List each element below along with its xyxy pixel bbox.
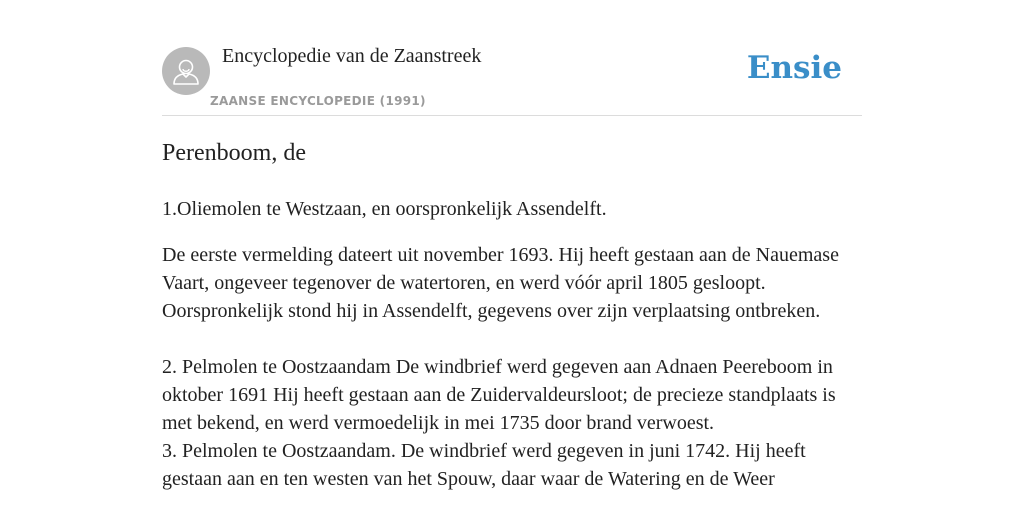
user-silhouette-icon[interactable] [162, 47, 210, 95]
ensie-logo[interactable]: Ensie [746, 50, 842, 86]
entry-paragraph: 3. Pelmolen te Oostzaandam. De windbrief werd gegeven in juni 1742. Hij heeft gestaan aan en ten westen van het Spouw, daar waar de Watering en de Weer [162, 440, 806, 490]
entry-body [162, 195, 862, 493]
entry-paragraph: 2. Pelmolen te Oostzaandam De windbrief werd gegeven aan Adnaen Peereboom in oktober 1691 Hij heeft gestaan aan de Zuidervaldeursloot; de precieze standplaats is met bekend, en werd vermoedelijk in mei 1735 door brand verwoest. [162, 356, 836, 434]
source-header [162, 0, 862, 116]
entry-paragraph: De eerste vermelding dateert uit november 1693. Hij heeft gestaan aan de Nauemase Vaart, ongeveer tegenover de watertoren, en werd vóór april 1805 gesloopt. Oorspronkelijk stond hij in Assendelft, gegevens over zijn verplaatsing ontbreken. [162, 244, 839, 322]
entry-paragraph: 1.Oliemolen te Westzaan, en oorspronkelijk Assendelft. [162, 198, 607, 220]
entry-title: Perenboom, de [162, 140, 306, 166]
source-title-link[interactable]: Encyclopedie van de Zaanstreek [222, 45, 482, 67]
article-container [162, 0, 862, 490]
source-subtitle: ZAANSE ENCYCLOPEDIE (1991) [210, 94, 426, 108]
